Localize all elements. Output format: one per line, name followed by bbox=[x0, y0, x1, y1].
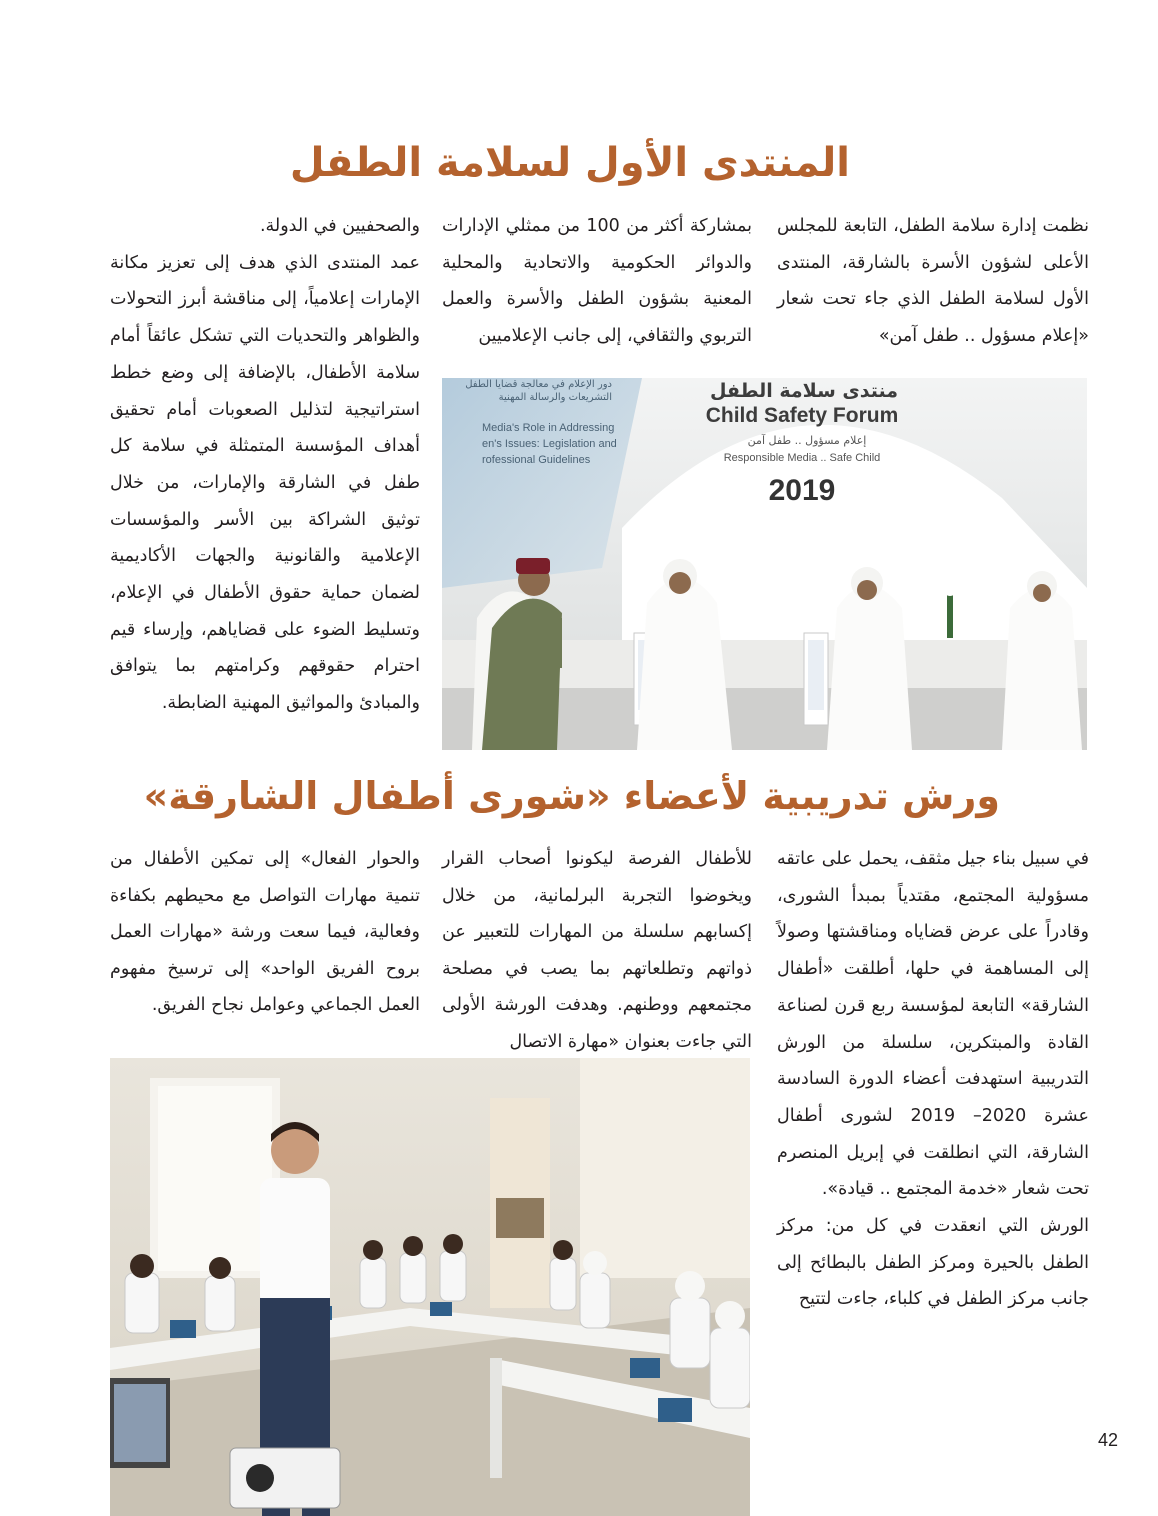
paragraph: والصحفيين في الدولة. bbox=[259, 216, 420, 236]
section2-column-left bbox=[110, 841, 420, 1024]
section1-title: المنتدى الأول لسلامة الطفل bbox=[289, 140, 850, 186]
banner-text-ar: منتدى سلامة الطفل bbox=[709, 380, 899, 402]
paragraph: للأطفال الفرصة ليكونوا أصحاب القرار ويخوضوا التجربة البرلمانية، من خلال إكسابهم سلسلة من المهارات للتعبير عن ذواتهم وتطلعاتهم بما يصب في مصلحة مجتمعهم ووطنهم. وهدفت الورشة الأولى التي جاءت بعنوان «مهارة الاتصال bbox=[442, 849, 752, 1052]
screen-text-ar: دور الإعلام في معالجة قضايا الطفل التشريعات والرسالة المهنية bbox=[465, 379, 612, 403]
screen-text-en-1: Media's Role in Addressing bbox=[482, 422, 615, 434]
paragraph: عمد المنتدى الذي هدف إلى تعزيز مكانة الإمارات إعلامياً، إلى مناقشة أبرز التحولات والظواهر والتحديات التي تشكل عائقاً أمام سلامة الأطفال، بالإضافة إلى وضع خطط استراتيجية لتذليل الصعوبات أمام تحقيق أهداف المؤسسة المتمثلة في سلامة كل طفل في الشارقة والإمارات، من خلال توثيق الشراكة بين الأسر والمؤسسات الإعلامية والقانونية والجهات الأكاديمية لضمان حماية حقوق الأطفال في الإعلام، وتسليط الضوء على قضاياهم، وإرساء قيم احترام حقوقهم وكرامتهم بما يتوافق والمبادئ والمواثيق المهنية الضابطة. bbox=[110, 252, 420, 714]
banner-text-en: Child Safety Forum bbox=[705, 404, 899, 427]
slogan-en: Responsible Media .. Safe Child bbox=[723, 452, 881, 464]
screen-text-en-2: en's Issues: Legislation and bbox=[482, 438, 617, 450]
section1-column-middle bbox=[442, 208, 752, 354]
workshop-classroom-photo bbox=[110, 1058, 750, 1516]
section2-column-right bbox=[777, 841, 1089, 1318]
paragraph: الورش التي انعقدت في كل من: مركز الطفل بالحيرة ومركز الطفل بالبطائح إلى جانب مركز الطفل في كلباء، جاءت لتتيح bbox=[777, 1216, 1089, 1310]
section1-column-right bbox=[777, 208, 1089, 354]
paragraph: في سبيل بناء جيل مثقف، يحمل على عاتقه مسؤولية المجتمع، مقتدياً بمبدأ الشورى، وقادراً على عرض قضاياه ومناقشتها وصولاً إلى المساهمة في حلها، أطلقت «أطفال الشارقة» التابعة لمؤسسة ربع قرن لصناعة القادة والمبتكرين، سلسلة من الورش التدريبية استهدفت أعضاء الدورة السادسة عشرة 2020– 2019 لشورى أطفال الشارقة، التي انطلقت في إبريل المنصرم تحت شعار «خدمة المجتمع .. قيادة». bbox=[777, 849, 1089, 1200]
forum-panel-photo bbox=[442, 378, 1087, 750]
screen-text-en-3: rofessional Guidelines bbox=[482, 454, 591, 466]
paragraph: نظمت إدارة سلامة الطفل، التابعة للمجلس الأعلى لشؤون الأسرة بالشارقة، المنتدى الأول لسلامة الطفل الذي جاء تحت شعار «إعلام مسؤول .. طفل آمن» bbox=[777, 216, 1089, 346]
slogan-ar: إعلام مسؤول .. طفل آمن bbox=[747, 434, 867, 447]
paragraph: بمشاركة أكثر من 100 من ممثلي الإدارات والدوائر الحكومية والاتحادية والمحلية المعنية بشؤون الطفل والأسرة والعمل التربوي والثقافي، إلى جانب الإعلاميين bbox=[442, 216, 752, 346]
forum-year: 2019 bbox=[768, 474, 836, 507]
section2-title: ورش تدريبية لأعضاء «شورى أطفال الشارقة» bbox=[143, 774, 1000, 818]
section1-column-left bbox=[110, 208, 420, 722]
paragraph: والحوار الفعال» إلى تمكين الأطفال من تنمية مهارات التواصل مع محيطهم بكفاءة وفعالية، فيما سعت ورشة «مهارات العمل بروح الفريق الواحد» إلى ترسيخ مفهوم العمل الجماعي وعوامل نجاح الفريق. bbox=[110, 849, 420, 1015]
page-number: 42 bbox=[1097, 1430, 1118, 1450]
section2-column-middle bbox=[442, 841, 752, 1060]
